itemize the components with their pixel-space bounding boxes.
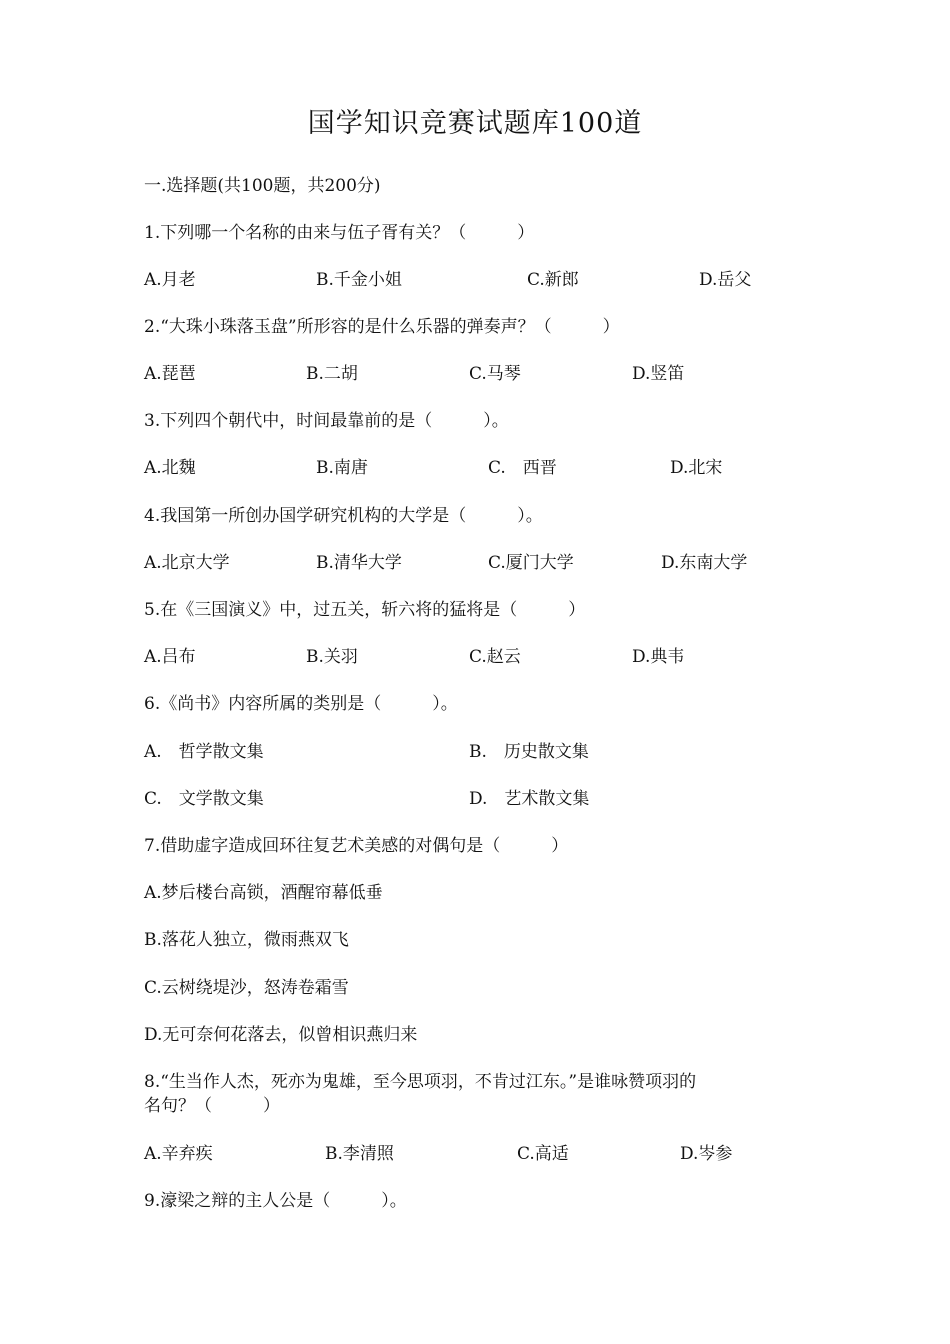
question-8-option-c: C.高适 — [517, 1144, 569, 1164]
question-6-option-d: D. 艺术散文集 — [469, 789, 590, 809]
question-7-stem: 7.借助虚字造成回环往复艺术美感的对偶句是（ ） — [144, 836, 569, 856]
question-2-option-b: B.二胡 — [306, 364, 358, 384]
question-2-option-d: D.竖笛 — [632, 364, 685, 384]
question-3-option-a: A.北魏 — [144, 458, 196, 478]
question-7-option-d: D.无可奈何花落去，似曾相识燕归来 — [144, 1025, 418, 1045]
question-8-stem-line-1: 8.“生当作人杰，死亦为鬼雄，至今思项羽，不肯过江东。”是谁咏赞项羽的 — [144, 1072, 697, 1092]
question-8-option-d: D.岑参 — [680, 1144, 733, 1164]
question-8-stem-line-2: 名句？（ ） — [144, 1096, 280, 1116]
page-title: 国学知识竞赛试题库100道 — [307, 108, 643, 139]
section-heading: 一.选择题(共100题，共200分) — [144, 176, 381, 196]
question-2-option-c: C.马琴 — [469, 364, 521, 384]
question-5-option-a: A.吕布 — [144, 647, 196, 667]
question-9-stem: 9.濠梁之辩的主人公是（ ）。 — [144, 1191, 407, 1211]
question-2-option-a: A.琵琶 — [144, 364, 196, 384]
question-7-option-c: C.云树绕堤沙，怒涛卷霜雪 — [144, 978, 349, 998]
question-7-option-b: B.落花人独立，微雨燕双飞 — [144, 930, 349, 950]
question-1-option-a: A.月老 — [144, 270, 196, 290]
question-1-option-c: C.新郎 — [527, 270, 579, 290]
question-5-option-c: C.赵云 — [469, 647, 521, 667]
question-5-option-d: D.典韦 — [632, 647, 685, 667]
question-7-option-a: A.梦后楼台高锁，酒醒帘幕低垂 — [144, 883, 383, 903]
question-1-option-b: B.千金小姐 — [316, 270, 402, 290]
question-5-option-b: B.关羽 — [306, 647, 358, 667]
question-4-option-c: C.厦门大学 — [488, 553, 574, 573]
question-2-stem: 2.“大珠小珠落玉盘”所形容的是什么乐器的弹奏声？（ ） — [144, 317, 620, 337]
question-3-option-d: D.北宋 — [670, 458, 723, 478]
question-4-option-a: A.北京大学 — [144, 553, 230, 573]
question-6-option-c: C. 文学散文集 — [144, 789, 264, 809]
question-4-option-b: B.清华大学 — [316, 553, 402, 573]
question-5-stem: 5.在《三国演义》中，过五关，斩六将的猛将是（ ） — [144, 600, 586, 620]
question-8-option-b: B.李清照 — [325, 1144, 394, 1164]
question-1-stem: 1.下列哪一个名称的由来与伍子胥有关？（ ） — [144, 223, 535, 243]
question-6-option-b: B. 历史散文集 — [469, 742, 589, 762]
question-8-option-a: A.辛弃疾 — [144, 1144, 213, 1164]
question-3-option-c: C. 西晋 — [488, 458, 557, 478]
question-6-stem: 6.《尚书》内容所属的类别是（ ）。 — [144, 694, 458, 714]
question-3-option-b: B.南唐 — [316, 458, 368, 478]
question-3-stem: 3.下列四个朝代中，时间最靠前的是（ ）。 — [144, 411, 509, 431]
question-1-option-d: D.岳父 — [699, 270, 752, 290]
question-6-option-a: A. 哲学散文集 — [144, 742, 264, 762]
question-4-option-d: D.东南大学 — [661, 553, 748, 573]
question-4-stem: 4.我国第一所创办国学研究机构的大学是（ ）。 — [144, 506, 543, 526]
